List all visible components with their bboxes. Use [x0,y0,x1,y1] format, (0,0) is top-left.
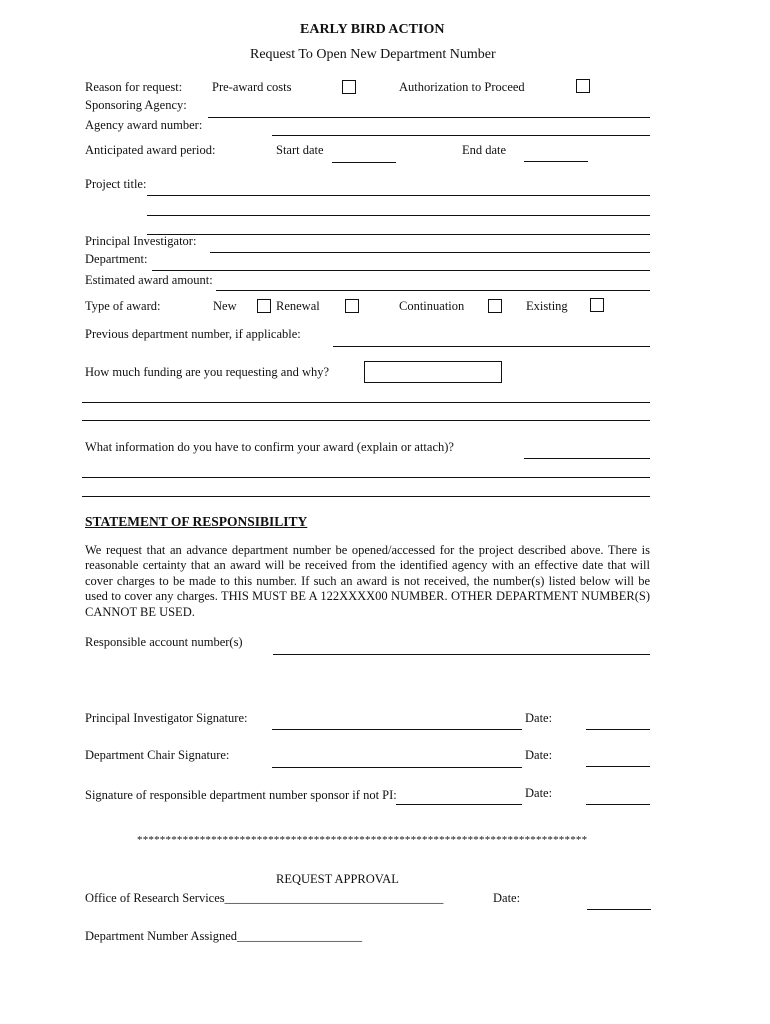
award-type-renewal-checkbox[interactable] [345,299,359,313]
award-type-continuation-checkbox[interactable] [488,299,502,313]
request-approval-heading: REQUEST APPROVAL [276,872,399,886]
sponsor-signature-date-label: Date: [525,786,553,800]
pi-signature-date-field[interactable] [586,729,650,730]
pi-signature-label: Principal Investigator Signature: [85,711,248,725]
end-date-field[interactable] [524,161,588,162]
funding-amount-box[interactable] [364,361,502,383]
agency-award-number-label: Agency award number: [85,118,203,132]
preaward-costs-checkbox[interactable] [342,80,356,94]
department-field[interactable] [152,270,650,271]
statement-body: We request that an advance department number be opened/accessed for the project described above. There is reasonable certainty that an award will be received from the identified agency with an effective date that will cover charges to be made to this number. If such an award is not received, the number(s) listed below will be used to cover any charges. THIS MUST BE A 122XXXX00 NUMBER. OTHER DEPARTMENT NUMBER(S) CANNOT BE USED. [85,543,650,619]
project-title-label: Project title: [85,177,147,191]
award-type-new-label: New [213,299,237,313]
responsible-account-field[interactable] [273,654,650,655]
star-separator: ******************************************************************************* [137,834,588,846]
pi-label: Principal Investigator: [85,234,197,248]
pi-signature-field[interactable] [272,729,522,730]
sponsor-signature-field[interactable] [396,804,522,805]
project-title-field-2[interactable] [147,215,650,216]
award-type-new-checkbox[interactable] [257,299,271,313]
start-date-label: Start date [276,143,324,157]
previous-dept-field[interactable] [333,346,650,347]
pi-signature-date-label: Date: [525,711,553,725]
start-date-field[interactable] [332,162,396,163]
project-title-field-1[interactable] [147,195,650,196]
statement-heading: STATEMENT OF RESPONSIBILITY [85,514,308,529]
chair-signature-date-label: Date: [525,748,553,762]
authorization-checkbox[interactable] [576,79,590,93]
authorization-label: Authorization to Proceed [399,80,525,94]
pi-field[interactable] [210,252,650,253]
confirm-field-2[interactable] [82,477,650,478]
approval-date-field[interactable] [587,909,651,910]
funding-question: How much funding are you requesting and why? [85,365,330,379]
preaward-costs-label: Pre-award costs [212,80,292,94]
department-label: Department: [85,252,148,266]
funding-reason-field-1[interactable] [82,402,650,403]
award-type-continuation-label: Continuation [399,299,465,313]
reason-label: Reason for request: [85,80,183,94]
confirm-question: What information do you have to confirm your award (explain or attach)? [85,440,454,454]
confirm-field-3[interactable] [82,496,650,497]
form-title: EARLY BIRD ACTION [300,22,445,37]
dept-number-assigned-label[interactable]: Department Number Assigned____________________ [85,929,363,943]
sponsor-signature-label: Signature of responsible department number sponsor if not PI: [85,788,397,802]
type-of-award-label: Type of award: [85,299,161,313]
responsible-account-label: Responsible account number(s) [85,635,243,649]
sponsoring-agency-label: Sponsoring Agency: [85,98,187,112]
chair-signature-date-field[interactable] [586,766,650,767]
award-period-label: Anticipated award period: [85,143,216,157]
confirm-field-1[interactable] [524,458,650,459]
ors-label[interactable]: Office of Research Services___________________________________ [85,891,444,905]
previous-dept-label: Previous department number, if applicable: [85,327,301,341]
agency-award-number-field[interactable] [272,135,650,136]
form-subtitle: Request To Open New Department Number [250,47,496,62]
sponsoring-agency-field[interactable] [208,117,650,118]
chair-signature-label: Department Chair Signature: [85,748,230,762]
estimated-amount-field[interactable] [216,290,650,291]
chair-signature-field[interactable] [272,767,522,768]
award-type-existing-label: Existing [526,299,568,313]
estimated-amount-label: Estimated award amount: [85,273,213,287]
award-type-renewal-label: Renewal [276,299,320,313]
sponsor-signature-date-field[interactable] [586,804,650,805]
approval-date-label: Date: [493,891,521,905]
project-title-field-3[interactable] [147,234,650,235]
funding-reason-field-2[interactable] [82,420,650,421]
award-type-existing-checkbox[interactable] [590,298,604,312]
end-date-label: End date [462,143,507,157]
